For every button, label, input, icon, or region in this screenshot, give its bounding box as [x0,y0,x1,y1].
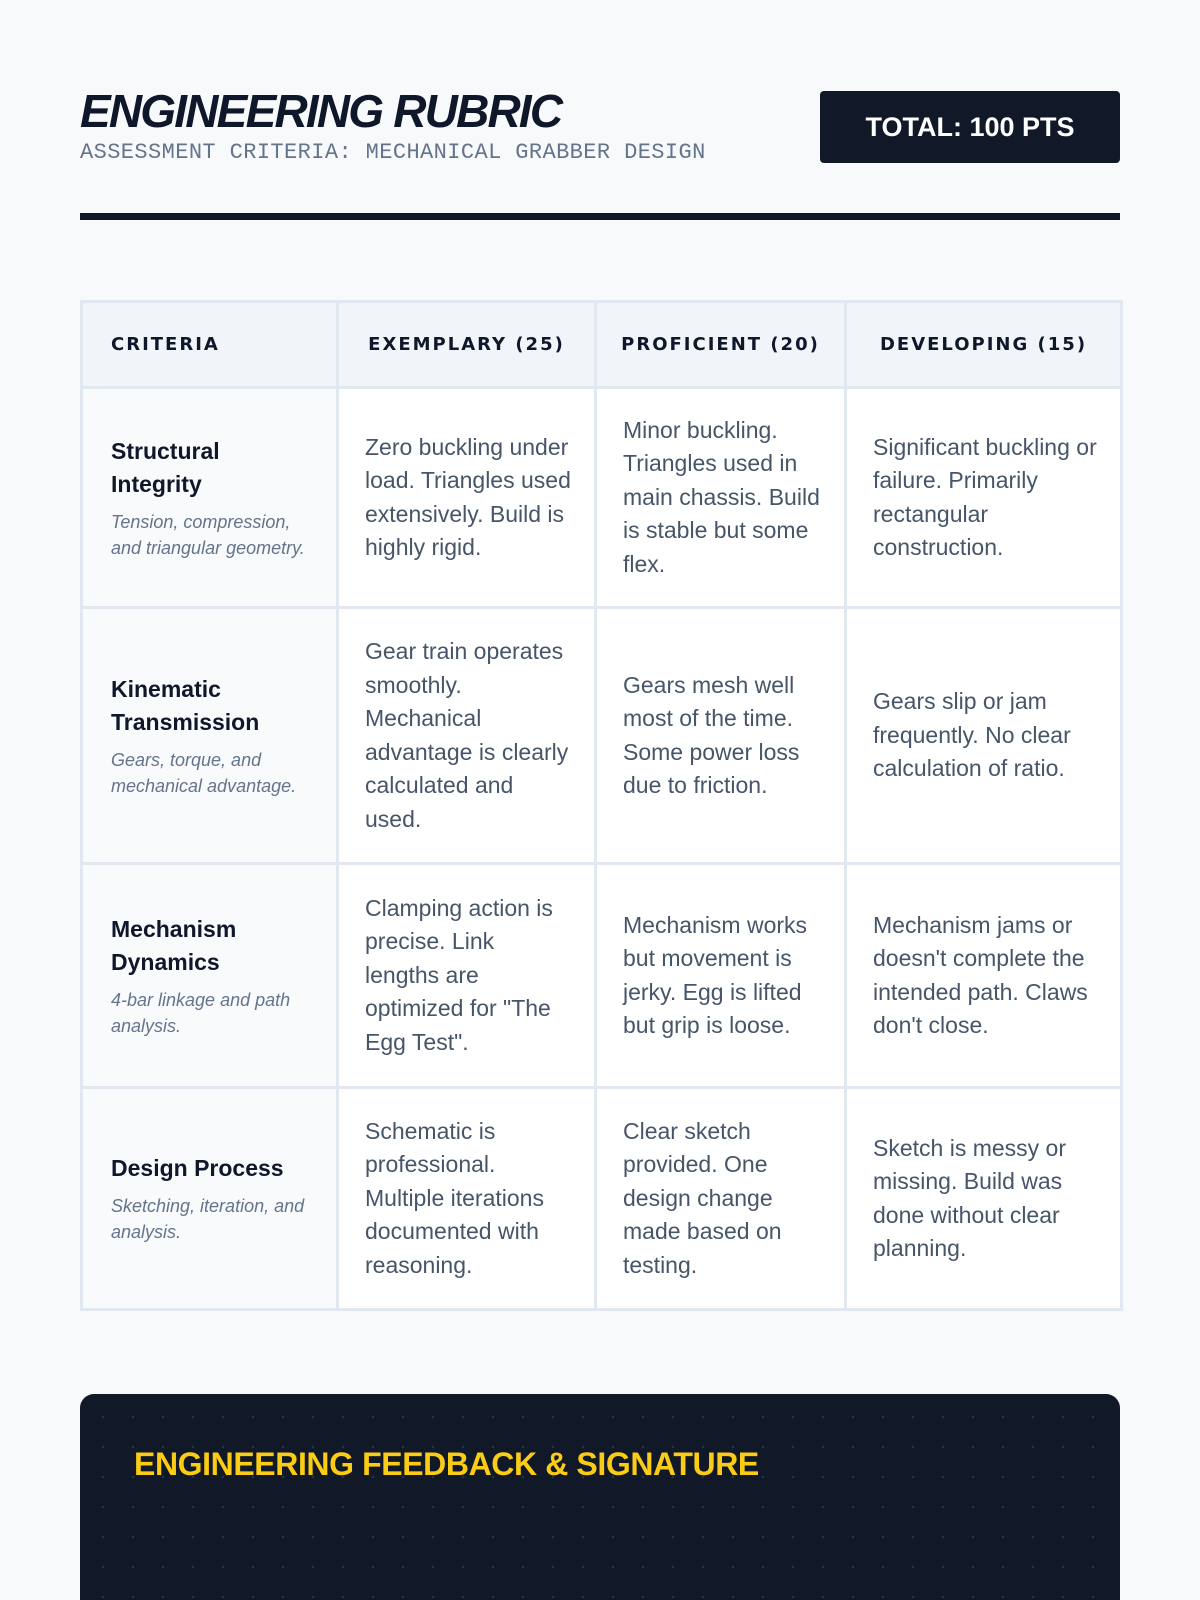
proficient-cell: Minor buckling. Triangles used in main chassis. Build is stable but some flex. [596,388,846,608]
proficient-cell: Gears mesh well most of the time. Some power loss due to friction. [596,608,846,864]
column-header-developing: DEVELOPING (15) [846,302,1122,388]
criterion-cell [82,608,338,864]
criterion-description: Tension, compression, and triangular geometry. [111,511,305,558]
page-title: ENGINEERING RUBRIC [80,85,562,137]
developing-cell: Significant buckling or failure. Primarily rectangular construction. [846,388,1122,608]
header-divider [80,213,1120,220]
page-header [80,84,1120,180]
criterion-cell [82,864,338,1088]
table-row [82,864,1122,1088]
rubric-table [80,300,1123,1311]
table-header-row [82,302,1122,388]
developing-cell: Gears slip or jam frequently. No clear calculation of ratio. [846,608,1122,864]
criterion-name: Design Process [111,1155,284,1181]
feedback-signature-panel [80,1394,1120,1600]
feedback-title: ENGINEERING FEEDBACK & SIGNATURE [134,1446,759,1482]
criterion-cell [82,388,338,608]
column-header-criteria: CRITERIA [82,302,338,388]
table-row [82,388,1122,608]
exemplary-cell: Schematic is professional. Multiple iterations documented with reasoning. [338,1088,596,1310]
exemplary-cell: Zero buckling under load. Triangles used extensively. Build is highly rigid. [338,388,596,608]
proficient-cell: Clear sketch provided. One design change made based on testing. [596,1088,846,1310]
column-header-exemplary: EXEMPLARY (25) [338,302,596,388]
criterion-description: Sketching, iteration, and analysis. [111,1196,305,1242]
page-subtitle: ASSESSMENT CRITERIA: MECHANICAL GRABBER DESIGN [80,140,706,165]
table-row [82,1088,1122,1310]
criterion-description: 4-bar linkage and path analysis. [111,989,291,1036]
proficient-cell: Mechanism works but movement is jerky. Egg is lifted but grip is loose. [596,864,846,1088]
total-points-badge: TOTAL: 100 PTS [820,91,1120,163]
criterion-name: Mechanism Dynamics [111,915,237,975]
criterion-cell [82,1088,338,1310]
column-header-proficient: PROFICIENT (20) [596,302,846,388]
criterion-name: Kinematic Transmission [111,675,260,735]
table-row [82,608,1122,864]
developing-cell: Mechanism jams or doesn't complete the intended path. Claws don't close. [846,864,1122,1088]
exemplary-cell: Clamping action is precise. Link lengths are optimized for "The Egg Test". [338,864,596,1088]
criterion-name: Structural Integrity [111,437,220,497]
exemplary-cell: Gear train operates smoothly. Mechanical advantage is clearly calculated and used. [338,608,596,864]
criterion-description: Gears, torque, and mechanical advantage. [111,749,297,796]
developing-cell: Sketch is messy or missing. Build was done without clear planning. [846,1088,1122,1310]
